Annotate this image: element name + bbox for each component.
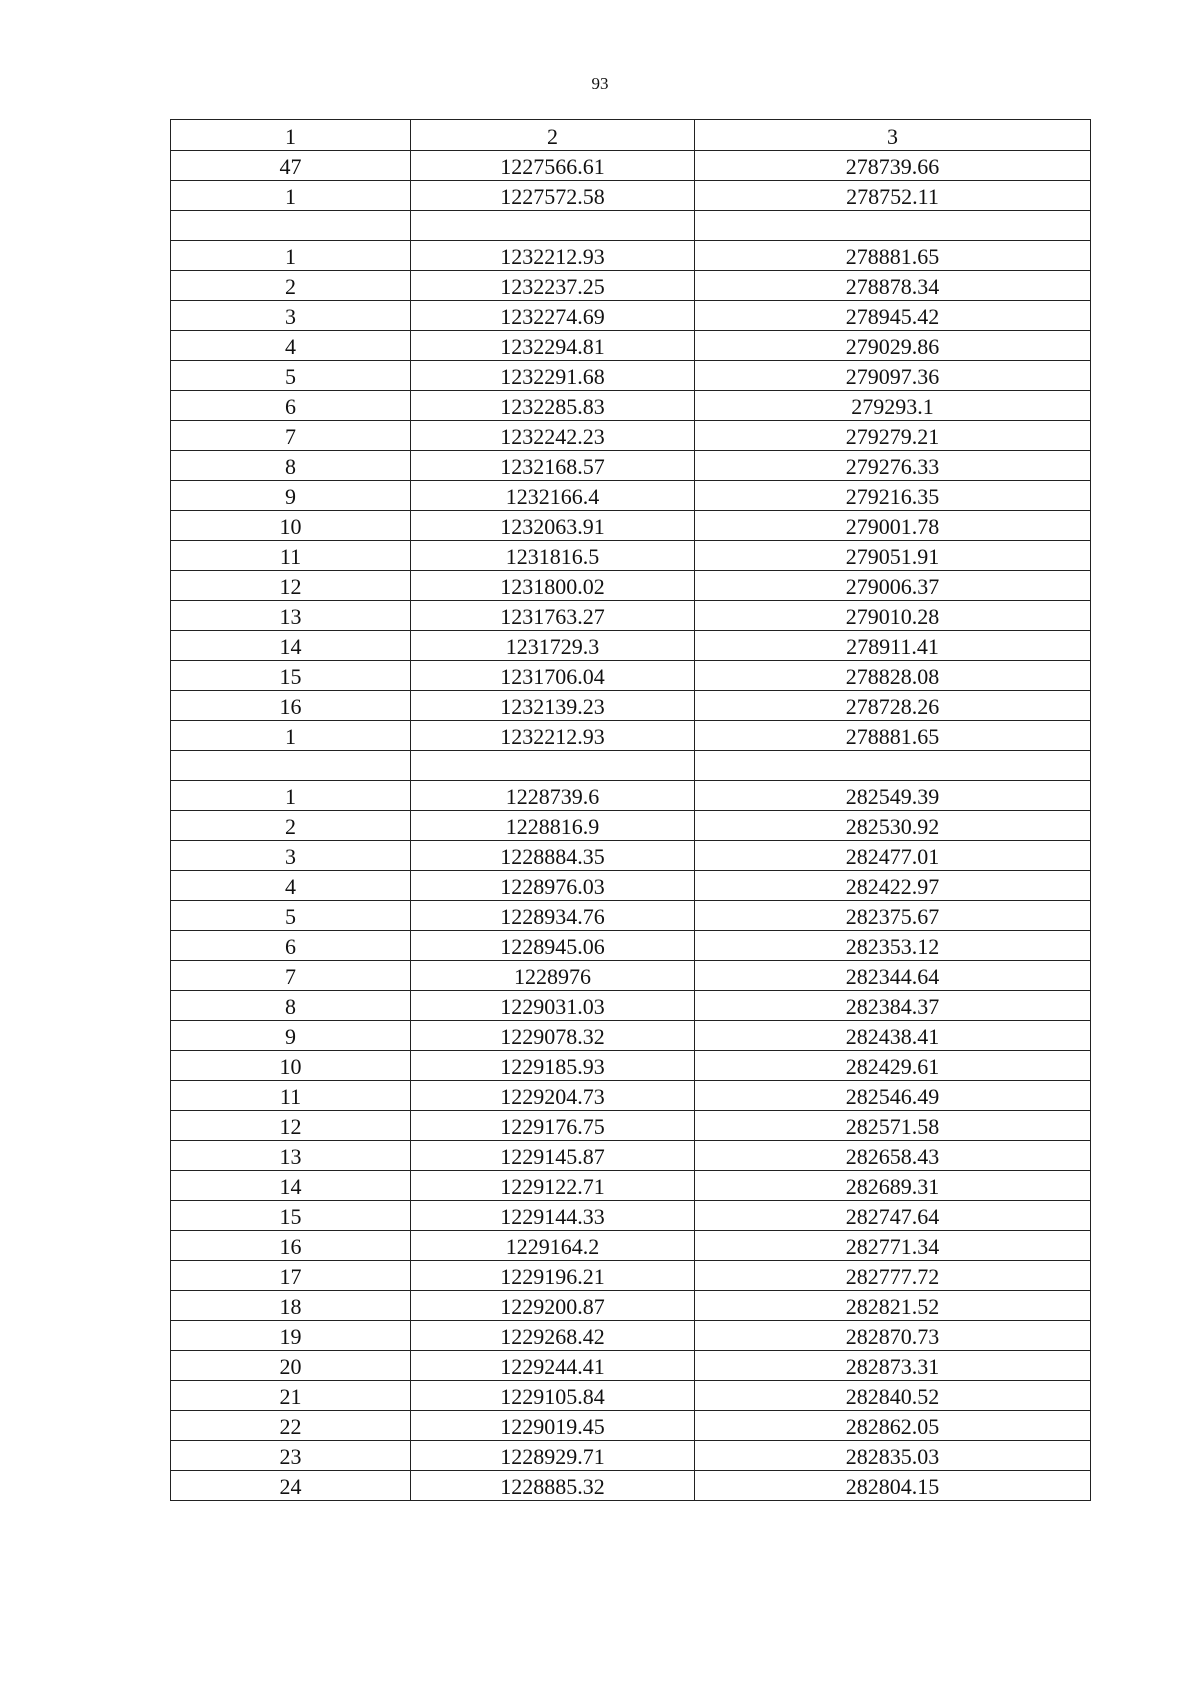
table-row <box>171 241 1091 271</box>
table-row <box>171 391 1091 421</box>
table-row <box>171 1231 1091 1261</box>
table-cell-col-2: 1229200.87 <box>411 1291 695 1321</box>
table-cell-col-2: 1229185.93 <box>411 1051 695 1081</box>
table-row <box>171 841 1091 871</box>
table-cell-col-1: 14 <box>171 631 411 661</box>
table-row <box>171 1261 1091 1291</box>
table-cell-col-1: 2 <box>171 811 411 841</box>
table-row <box>171 511 1091 541</box>
table-cell-col-1: 21 <box>171 1381 411 1411</box>
page-number: 93 <box>591 74 609 93</box>
table-row <box>171 601 1091 631</box>
table-cell-col-1: 8 <box>171 451 411 481</box>
table-cell-col-1: 22 <box>171 1411 411 1441</box>
table-header-row <box>171 120 1091 151</box>
table-body <box>171 120 1091 1501</box>
table-cell-col-2: 1229105.84 <box>411 1381 695 1411</box>
table-cell-col-3: 282771.34 <box>695 1231 1091 1261</box>
table-cell-col-2 <box>411 751 695 781</box>
table-cell-col-3: 282870.73 <box>695 1321 1091 1351</box>
table-cell-col-3: 282375.67 <box>695 901 1091 931</box>
table-cell-col-2: 1232168.57 <box>411 451 695 481</box>
table-cell-col-2: 1232274.69 <box>411 301 695 331</box>
table-cell-col-3: 282747.64 <box>695 1201 1091 1231</box>
table-cell-col-1: 9 <box>171 481 411 511</box>
table-cell-col-1: 18 <box>171 1291 411 1321</box>
table-row <box>171 1291 1091 1321</box>
table-row <box>171 1111 1091 1141</box>
table-cell-col-3: 279279.21 <box>695 421 1091 451</box>
table-row <box>171 181 1091 211</box>
table-cell-col-2: 1229244.41 <box>411 1351 695 1381</box>
table-row <box>171 931 1091 961</box>
table-row <box>171 1321 1091 1351</box>
table-row <box>171 211 1091 241</box>
table-row <box>171 361 1091 391</box>
table-row <box>171 1441 1091 1471</box>
table-cell-col-3: 279001.78 <box>695 511 1091 541</box>
table-cell-col-3: 279029.86 <box>695 331 1091 361</box>
table-cell-col-3: 282658.43 <box>695 1141 1091 1171</box>
table-cell-col-2: 1229019.45 <box>411 1411 695 1441</box>
coordinates-table <box>170 119 1091 1501</box>
table-row <box>171 691 1091 721</box>
table-cell-col-2: 1229164.2 <box>411 1231 695 1261</box>
table-cell-col-3: 282862.05 <box>695 1411 1091 1441</box>
table-cell-col-2: 1228976 <box>411 961 695 991</box>
table-cell-col-3: 279097.36 <box>695 361 1091 391</box>
table-cell-col-2: 1228934.76 <box>411 901 695 931</box>
table-cell-col-1: 6 <box>171 391 411 421</box>
table-row <box>171 541 1091 571</box>
table-row <box>171 1471 1091 1501</box>
table-cell-col-1: 4 <box>171 871 411 901</box>
table-cell-col-2: 1229204.73 <box>411 1081 695 1111</box>
table-cell-col-3: 282438.41 <box>695 1021 1091 1051</box>
header-cell-2: 2 <box>411 120 695 151</box>
table-cell-col-2: 1228739.6 <box>411 781 695 811</box>
table-row <box>171 1081 1091 1111</box>
table-cell-col-3: 282571.58 <box>695 1111 1091 1141</box>
table-cell-col-2: 1229176.75 <box>411 1111 695 1141</box>
table-cell-col-2: 1228884.35 <box>411 841 695 871</box>
table-cell-col-3: 282344.64 <box>695 961 1091 991</box>
table-row <box>171 301 1091 331</box>
table-cell-col-2: 1229031.03 <box>411 991 695 1021</box>
table-cell-col-3: 282689.31 <box>695 1171 1091 1201</box>
table-cell-col-2: 1232212.93 <box>411 241 695 271</box>
table-cell-col-1: 20 <box>171 1351 411 1381</box>
table-cell-col-2: 1228976.03 <box>411 871 695 901</box>
table-cell-col-1: 10 <box>171 511 411 541</box>
table-cell-col-3: 279010.28 <box>695 601 1091 631</box>
table-row <box>171 1351 1091 1381</box>
table-cell-col-2: 1232291.68 <box>411 361 695 391</box>
table-cell-col-1: 9 <box>171 1021 411 1051</box>
table-cell-col-3 <box>695 211 1091 241</box>
table-cell-col-3: 278881.65 <box>695 241 1091 271</box>
table-cell-col-3: 278739.66 <box>695 151 1091 181</box>
table-cell-col-1: 15 <box>171 1201 411 1231</box>
table-row <box>171 481 1091 511</box>
table-cell-col-2: 1232063.91 <box>411 511 695 541</box>
table-cell-col-2: 1227572.58 <box>411 181 695 211</box>
table-cell-col-1: 16 <box>171 1231 411 1261</box>
table-cell-col-3: 282477.01 <box>695 841 1091 871</box>
table-row <box>171 991 1091 1021</box>
table-cell-col-2: 1229078.32 <box>411 1021 695 1051</box>
table-cell-col-2: 1228885.32 <box>411 1471 695 1501</box>
table-cell-col-3: 278752.11 <box>695 181 1091 211</box>
table-cell-col-3: 282530.92 <box>695 811 1091 841</box>
table-cell-col-2: 1232139.23 <box>411 691 695 721</box>
table-cell-col-2: 1228816.9 <box>411 811 695 841</box>
table-cell-col-3: 282353.12 <box>695 931 1091 961</box>
table-cell-col-3: 282549.39 <box>695 781 1091 811</box>
table-cell-col-1: 6 <box>171 931 411 961</box>
header-cell-3: 3 <box>695 120 1091 151</box>
table-row <box>171 781 1091 811</box>
table-cell-col-2: 1232285.83 <box>411 391 695 421</box>
table-cell-col-1: 47 <box>171 151 411 181</box>
table-cell-col-1: 3 <box>171 841 411 871</box>
table-cell-col-3 <box>695 751 1091 781</box>
table-cell-col-1: 24 <box>171 1471 411 1501</box>
table-cell-col-1: 1 <box>171 781 411 811</box>
table-cell-col-2: 1232294.81 <box>411 331 695 361</box>
table-row <box>171 421 1091 451</box>
table-cell-col-3: 282840.52 <box>695 1381 1091 1411</box>
table-row <box>171 721 1091 751</box>
table-cell-col-2: 1229196.21 <box>411 1261 695 1291</box>
table-row <box>171 1171 1091 1201</box>
table-cell-col-1: 8 <box>171 991 411 1021</box>
table-cell-col-2: 1228945.06 <box>411 931 695 961</box>
table-cell-col-2: 1232166.4 <box>411 481 695 511</box>
table-row <box>171 631 1091 661</box>
table-cell-col-1: 1 <box>171 181 411 211</box>
table-cell-col-2: 1232212.93 <box>411 721 695 751</box>
table-row <box>171 661 1091 691</box>
table-cell-col-3: 279293.1 <box>695 391 1091 421</box>
table-cell-col-2: 1231816.5 <box>411 541 695 571</box>
table-cell-col-2: 1231800.02 <box>411 571 695 601</box>
table-cell-col-3: 282546.49 <box>695 1081 1091 1111</box>
table-cell-col-3: 279276.33 <box>695 451 1091 481</box>
table-cell-col-1: 5 <box>171 901 411 931</box>
table-cell-col-1: 1 <box>171 721 411 751</box>
table-cell-col-3: 282429.61 <box>695 1051 1091 1081</box>
table-cell-col-2: 1229145.87 <box>411 1141 695 1171</box>
table-cell-col-1: 2 <box>171 271 411 301</box>
table-cell-col-2: 1232237.25 <box>411 271 695 301</box>
table-cell-col-3: 279006.37 <box>695 571 1091 601</box>
table-cell-col-2: 1232242.23 <box>411 421 695 451</box>
table-row <box>171 1201 1091 1231</box>
table-row <box>171 151 1091 181</box>
table-row <box>171 901 1091 931</box>
header-cell-1: 1 <box>171 120 411 151</box>
table-cell-col-3: 282777.72 <box>695 1261 1091 1291</box>
table-cell-col-2: 1228929.71 <box>411 1441 695 1471</box>
table-cell-col-3: 279216.35 <box>695 481 1091 511</box>
table-cell-col-1: 4 <box>171 331 411 361</box>
table-cell-col-1: 11 <box>171 541 411 571</box>
table-cell-col-3: 278945.42 <box>695 301 1091 331</box>
table-row <box>171 451 1091 481</box>
table-cell-col-3: 278881.65 <box>695 721 1091 751</box>
table-row <box>171 1411 1091 1441</box>
table-cell-col-2: 1227566.61 <box>411 151 695 181</box>
table-cell-col-1: 3 <box>171 301 411 331</box>
table-cell-col-1: 7 <box>171 421 411 451</box>
table-row <box>171 811 1091 841</box>
table-cell-col-3: 282384.37 <box>695 991 1091 1021</box>
table-row <box>171 1051 1091 1081</box>
table-cell-col-3: 278911.41 <box>695 631 1091 661</box>
table-row <box>171 871 1091 901</box>
table-cell-col-1: 17 <box>171 1261 411 1291</box>
table-cell-col-1: 7 <box>171 961 411 991</box>
table-cell-col-1: 23 <box>171 1441 411 1471</box>
table-row <box>171 961 1091 991</box>
table-cell-col-3: 279051.91 <box>695 541 1091 571</box>
table-cell-col-1: 10 <box>171 1051 411 1081</box>
table-cell-col-3: 278878.34 <box>695 271 1091 301</box>
table-cell-col-1 <box>171 751 411 781</box>
table-cell-col-2: 1229144.33 <box>411 1201 695 1231</box>
table-cell-col-1: 12 <box>171 1111 411 1141</box>
table-cell-col-2: 1229268.42 <box>411 1321 695 1351</box>
table-cell-col-3: 282804.15 <box>695 1471 1091 1501</box>
table-row <box>171 751 1091 781</box>
table-cell-col-1: 1 <box>171 241 411 271</box>
table-cell-col-1: 14 <box>171 1171 411 1201</box>
table-cell-col-1: 11 <box>171 1081 411 1111</box>
table-cell-col-1: 19 <box>171 1321 411 1351</box>
table-row <box>171 1021 1091 1051</box>
table-cell-col-2: 1229122.71 <box>411 1171 695 1201</box>
table-cell-col-3: 282873.31 <box>695 1351 1091 1381</box>
table-cell-col-3: 282422.97 <box>695 871 1091 901</box>
table-row <box>171 1381 1091 1411</box>
table-cell-col-2 <box>411 211 695 241</box>
table-row <box>171 271 1091 301</box>
table-cell-col-1: 13 <box>171 1141 411 1171</box>
table-cell-col-2: 1231763.27 <box>411 601 695 631</box>
table-cell-col-1: 15 <box>171 661 411 691</box>
table-cell-col-1: 5 <box>171 361 411 391</box>
table-cell-col-2: 1231706.04 <box>411 661 695 691</box>
table-cell-col-1 <box>171 211 411 241</box>
table-cell-col-3: 278728.26 <box>695 691 1091 721</box>
table-cell-col-1: 16 <box>171 691 411 721</box>
table-cell-col-1: 13 <box>171 601 411 631</box>
table-cell-col-3: 282821.52 <box>695 1291 1091 1321</box>
table-row <box>171 331 1091 361</box>
table-row <box>171 571 1091 601</box>
table-cell-col-2: 1231729.3 <box>411 631 695 661</box>
table-cell-col-3: 278828.08 <box>695 661 1091 691</box>
table-cell-col-3: 282835.03 <box>695 1441 1091 1471</box>
table-row <box>171 1141 1091 1171</box>
table-cell-col-1: 12 <box>171 571 411 601</box>
